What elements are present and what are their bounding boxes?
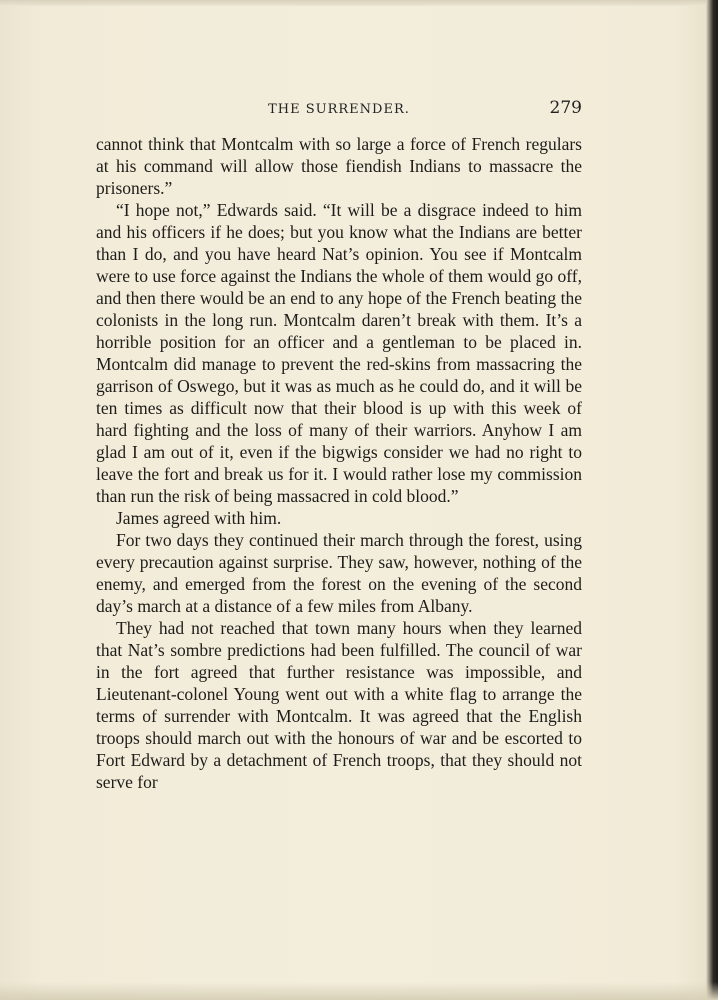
paragraph: They had not reached that town many hours when they learned that Nat’s sombre predictions had been fulfilled. The council of war in the fort agreed that further resistance was impossible, and Lieutenant-colonel Young went out with a white flag to arrange the terms of surrender with Montcalm. It was agreed that the English troops should march out with the honours of war and be escorted to Fort Edward by a detachment of French troops, that they should not serve for (96, 618, 582, 792)
paragraph: James agreed with him. (116, 508, 282, 528)
paragraph: For two days they continued their march through the forest, using every precaution against surprise. They saw, however, nothing of the enemy, and emerged from the forest on the evening of the second day’s march at a distance of a few miles from Albany. (96, 530, 582, 616)
running-head: THE SURRENDER. (268, 102, 410, 117)
page-bottom-edge (0, 982, 718, 1000)
page-header (96, 100, 582, 124)
page-top-edge (0, 0, 718, 6)
paragraph: “I hope not,” Edwards said. “It will be a disgrace indeed to him and his officers if he does; but you know what the Indians are better than I do, and you have heard Nat’s opinion. You see if Montcalm were to use force against the Indians the whole of them would go off, and then there would be an end to any hope of the French beating the colonists in the long run. Montcalm daren’t break with them. It’s a horrible position for an officer and a gentleman to be placed in. Montcalm did manage to prevent the red-skins from massacring the garrison of Oswego, but it was as much as he could do, and it will be ten times as difficult now that their blood is up with this week of hard fighting and the loss of many of their warriors. Anyhow I am glad I am out of it, even if the bigwigs consider we had no right to leave the fort and break us for it. I would rather lose my commission than run the risk of being massacred in cold blood.” (96, 200, 582, 506)
page-binding-edge (706, 0, 718, 1000)
body-text (96, 133, 582, 793)
paragraph: cannot think that Montcalm with so large a force of French regulars at his command will allow those fiendish Indians to massacre the prisoners.” (96, 134, 582, 198)
page-number: 279 (549, 98, 582, 118)
